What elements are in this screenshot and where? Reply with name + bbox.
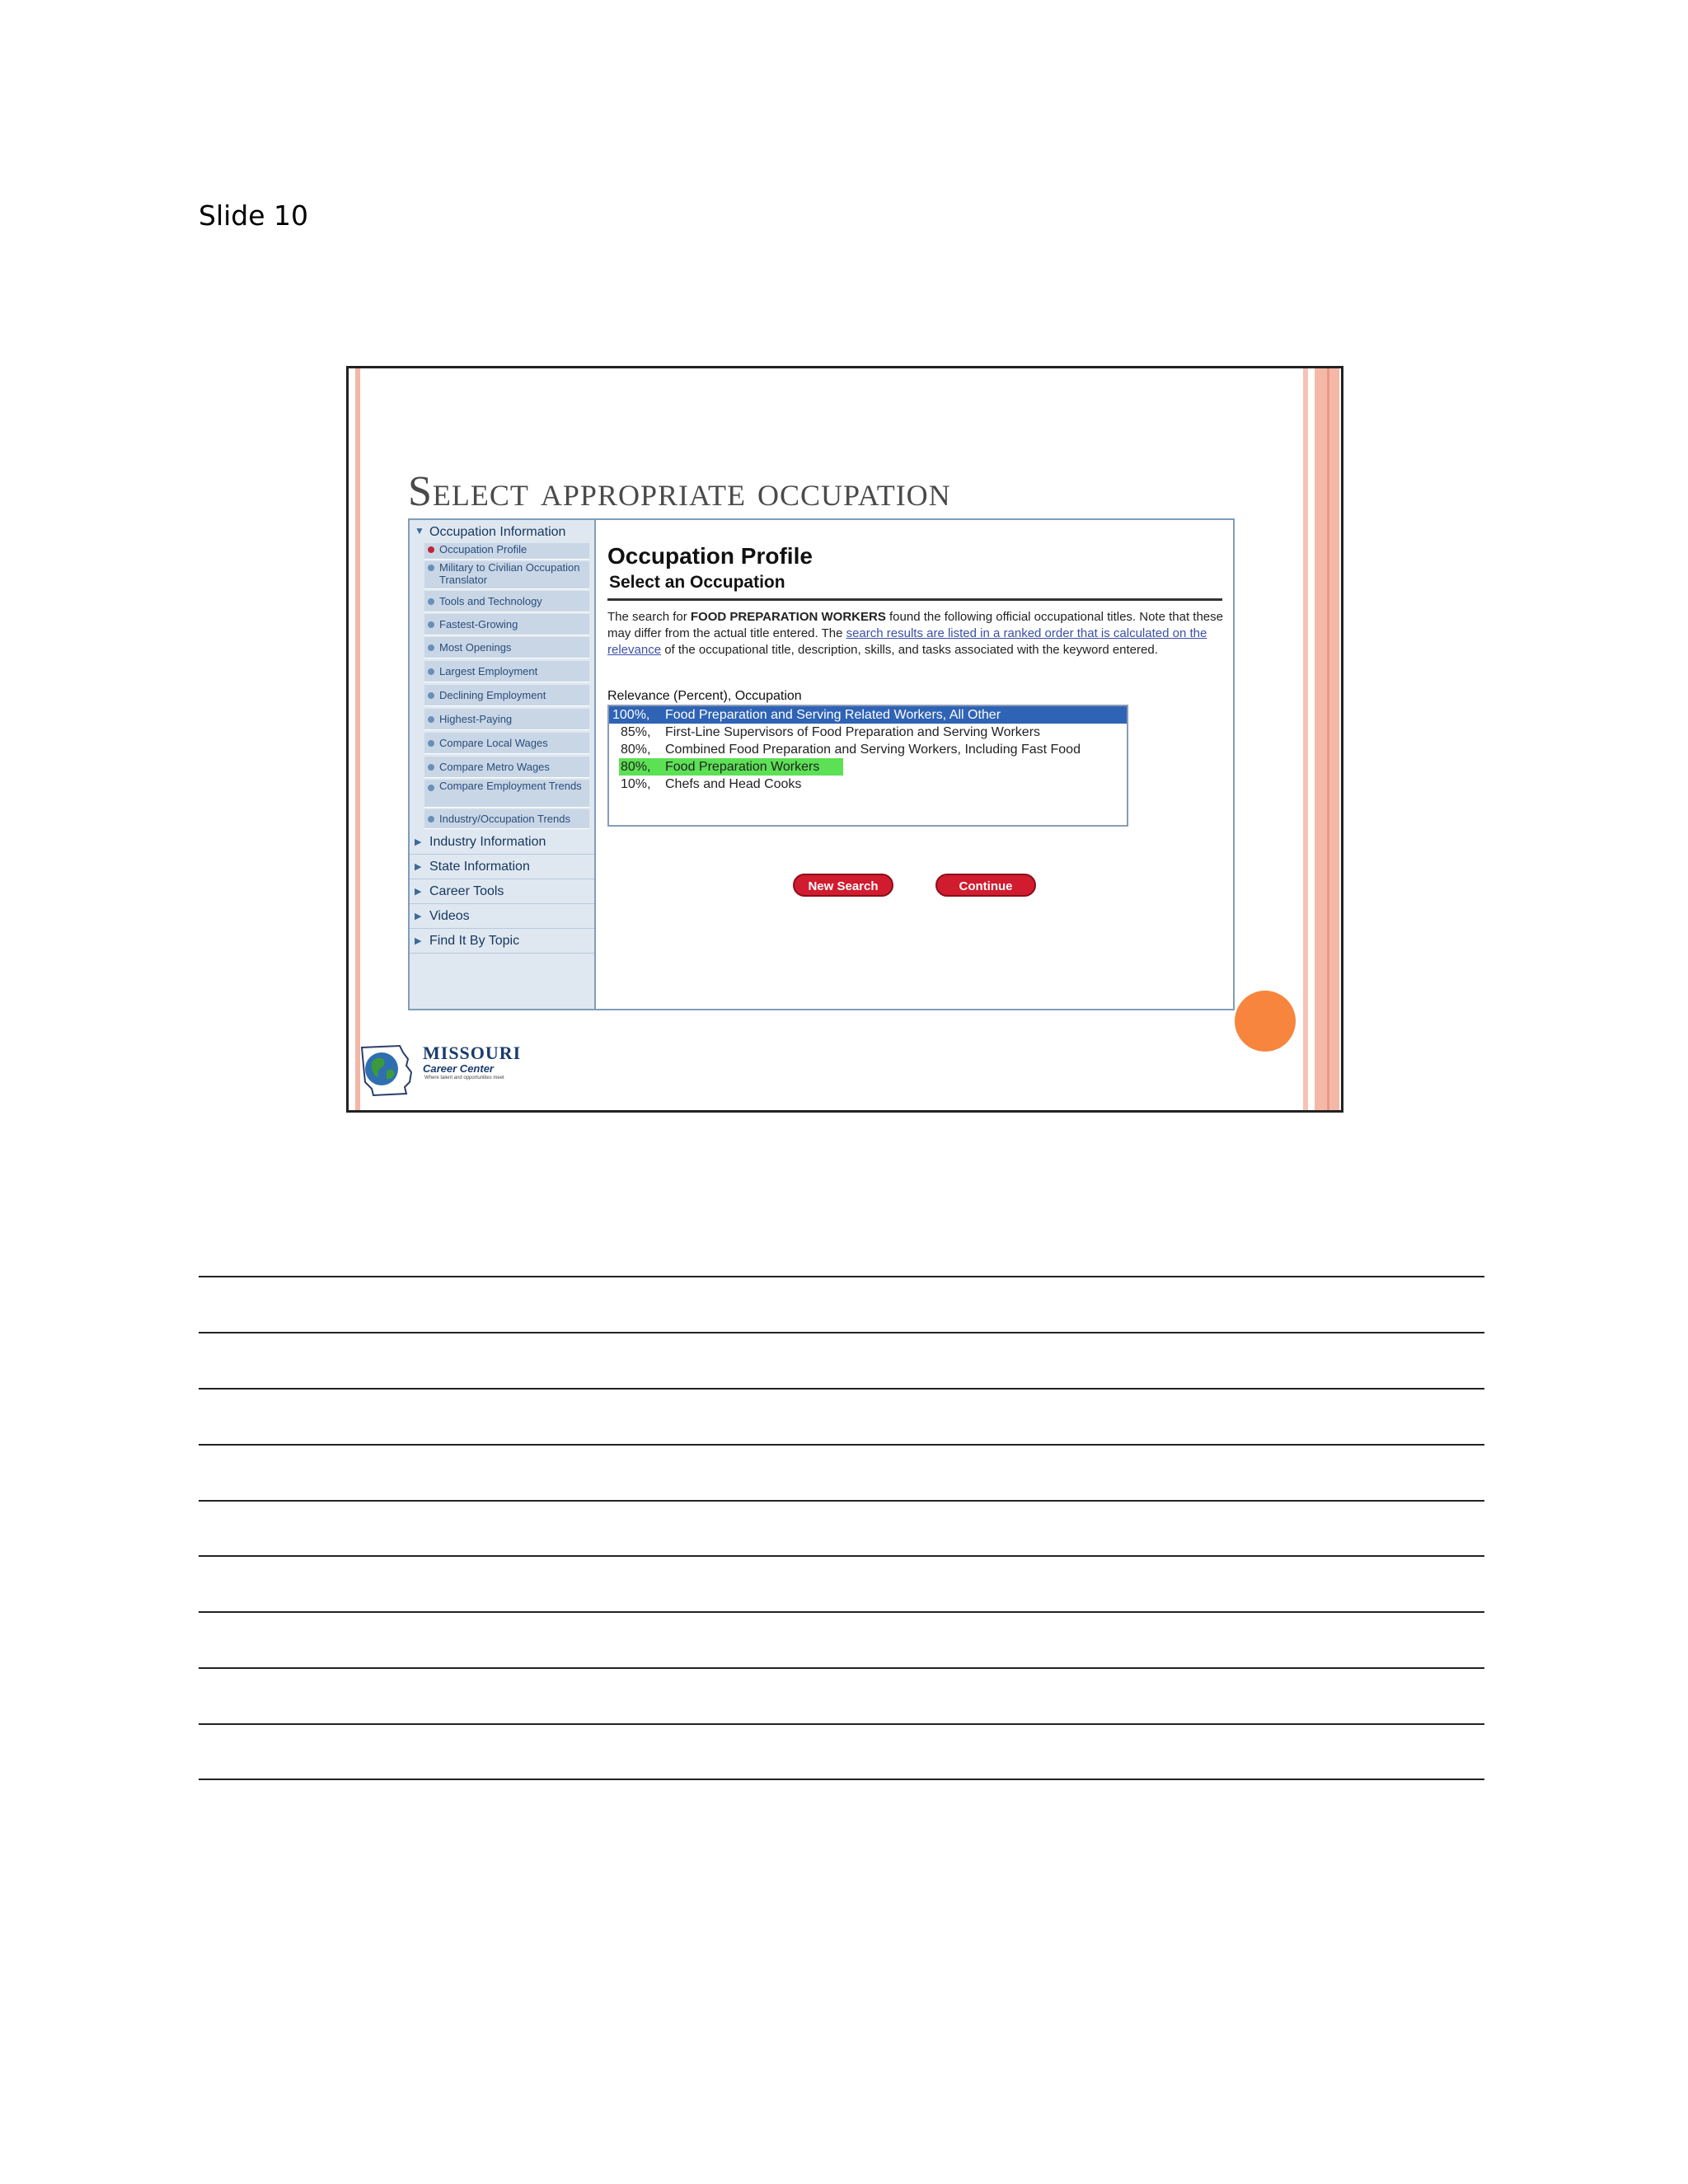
slide-label: Slide 10 [199, 199, 309, 232]
expand-right-icon: ▶ [415, 837, 422, 847]
note-line [199, 1332, 1484, 1333]
list-item-selected[interactable]: 100%, Food Preparation and Serving Related Workers, All Other [609, 706, 1127, 724]
note-line [199, 1779, 1484, 1780]
sidebar-item-fastest-growing[interactable]: Fastest-Growing [424, 614, 589, 635]
note-line [199, 1500, 1484, 1502]
occupation-listbox[interactable] [607, 705, 1128, 827]
sidebar-item-most-openings[interactable]: Most Openings [424, 637, 589, 658]
sidebar-section-career-tools[interactable]: ▶ Career Tools [410, 881, 594, 904]
bullet-icon [428, 598, 434, 605]
bullet-icon [428, 692, 434, 699]
website-screenshot [408, 518, 1235, 1010]
list-item[interactable]: 10%, Chefs and Head Cooks [621, 777, 802, 791]
sidebar-item-tools-technology[interactable]: Tools and Technology [424, 591, 589, 612]
search-description: The search for FOOD PREPARATION WORKERS found the following official occupational titles. Note that these may differ from the actual title entered. The search results are listed in a ranked order that is calculated on the relevance of the occupational title, description, skills, and tasks associated with the keyword entered. [607, 610, 1223, 657]
sidebar-section-state[interactable]: ▶ State Information [410, 856, 594, 879]
page-title: Occupation Profile [607, 543, 813, 569]
sidebar-item-highest-paying[interactable]: Highest-Paying [424, 709, 589, 730]
relevance-link[interactable]: search results are listed in a ranked order that is calculated on the relevance [607, 626, 1207, 657]
sidebar-section-find-by-topic[interactable]: ▶ Find It By Topic [410, 930, 594, 954]
new-search-button[interactable]: New Search [793, 874, 893, 897]
missouri-career-center-logo [355, 1038, 520, 1104]
expand-right-icon: ▶ [415, 936, 422, 946]
search-keyword: FOOD PREPARATION WORKERS [690, 610, 886, 624]
bullet-icon [428, 644, 434, 651]
slide-title: Select appropriate occupation [408, 468, 951, 515]
sidebar-item-compare-local-wages[interactable]: Compare Local Wages [424, 733, 589, 754]
title-divider [607, 598, 1222, 601]
note-line [199, 1723, 1484, 1725]
bullet-icon [428, 764, 434, 771]
sidebar-item-declining-employment[interactable]: Declining Employment [424, 685, 589, 706]
bullet-icon [428, 740, 434, 747]
orange-circle-decoration [1235, 991, 1296, 1052]
page-subtitle: Select an Occupation [609, 573, 785, 592]
sidebar-item-largest-employment[interactable]: Largest Employment [424, 661, 589, 682]
logo-tagline: Where talent and opportunities meet [424, 1076, 504, 1080]
bullet-icon [428, 785, 434, 791]
note-line [199, 1388, 1484, 1390]
sidebar-section-videos[interactable]: ▶ Videos [410, 906, 594, 929]
logo-subtitle: Career Center [423, 1062, 494, 1075]
expand-right-icon: ▶ [415, 887, 422, 897]
bullet-icon [428, 816, 434, 823]
sidebar-item-occupation-profile[interactable]: Occupation Profile [424, 543, 589, 560]
note-line [199, 1611, 1484, 1613]
left-stripe [355, 368, 360, 1110]
continue-button[interactable]: Continue [935, 874, 1036, 897]
expand-right-icon: ▶ [415, 862, 422, 872]
logo-name: MISSOURI [423, 1043, 522, 1063]
list-item[interactable]: 85%, First-Line Supervisors of Food Preparation and Serving Workers [621, 725, 1041, 739]
note-line [199, 1555, 1484, 1557]
expand-down-icon: ▼ [415, 525, 424, 537]
sidebar [410, 520, 596, 1009]
sidebar-section-industry[interactable]: ▶ Industry Information [410, 832, 594, 855]
main-content [607, 520, 1233, 1009]
bullet-icon [428, 621, 434, 628]
bullet-icon [428, 668, 434, 675]
sidebar-item-compare-employment-trends[interactable]: Compare Employment Trends [424, 780, 589, 808]
bullet-icon [428, 546, 434, 553]
right-stripe-accent [1327, 368, 1329, 1110]
bullet-icon [428, 716, 434, 723]
list-item-highlighted[interactable]: 80%, Food Preparation Workers [619, 758, 843, 776]
missouri-map-globe-icon [357, 1041, 416, 1099]
slide-frame [346, 366, 1343, 1113]
list-item[interactable]: 80%, Combined Food Preparation and Serving Workers, Including Fast Food [621, 743, 1081, 757]
note-line [199, 1667, 1484, 1669]
sidebar-item-industry-occupation-trends[interactable]: Industry/Occupation Trends [424, 809, 589, 829]
note-line [199, 1276, 1484, 1277]
sidebar-item-military-translator[interactable]: Military to Civilian Occupation Translator [424, 561, 589, 589]
note-line [199, 1444, 1484, 1446]
expand-right-icon: ▶ [415, 912, 422, 921]
sidebar-header[interactable]: Occupation Information [429, 525, 566, 539]
sidebar-item-compare-metro-wages[interactable]: Compare Metro Wages [424, 757, 589, 778]
right-stripe-thin [1303, 368, 1308, 1110]
relevance-label: Relevance (Percent), Occupation [607, 689, 802, 703]
bullet-icon [428, 565, 434, 571]
